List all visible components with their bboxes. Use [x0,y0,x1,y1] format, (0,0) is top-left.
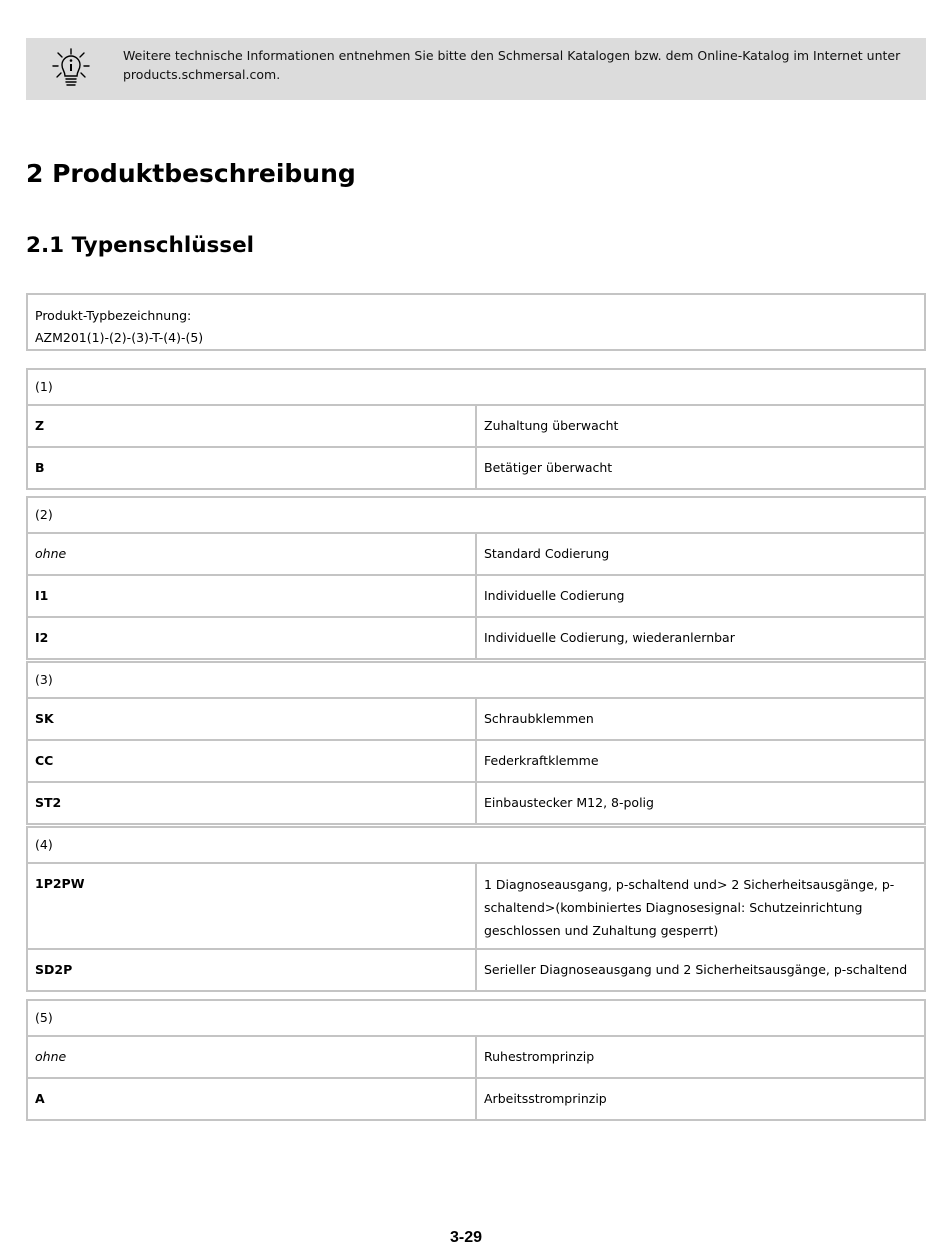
lightbulb-info-icon [52,48,90,88]
description-cell: Einbaustecker M12, 8-polig [476,782,925,824]
table-row [27,575,925,617]
description-cell: Schraubklemmen [476,698,925,740]
code-cell: ohne [27,1036,476,1078]
description-cell: Arbeitsstromprinzip [476,1078,925,1120]
description-cell: Betätiger überwacht [476,447,925,489]
table-row [27,533,925,575]
product-designation-label: Produkt-Typbezeichnung: [35,308,192,323]
table-row [27,782,925,824]
info-notice-text: Weitere technische Informationen entnehmen Sie bitte den Schmersal Katalogen bzw. dem Online-Katalog im Internet unter products.schmersal.com. [123,48,901,82]
chapter-title: 2 Produktbeschreibung [26,159,356,188]
code-cell: ohne [27,533,476,575]
table-row [27,698,925,740]
type-key-table-3 [26,661,926,825]
group-header: (4) [27,827,925,863]
description-cell: Serieller Diagnoseausgang und 2 Sicherheitsausgänge, p-schaltend [476,949,925,991]
table-row [27,447,925,489]
section-title: 2.1 Typenschlüssel [26,233,255,258]
description-cell: Ruhestromprinzip [476,1036,925,1078]
table-row [27,949,925,991]
code-cell: SD2P [27,949,476,991]
group-header: (2) [27,497,925,533]
table-row [27,863,925,949]
type-key-table-5 [26,999,926,1121]
code-cell: CC [27,740,476,782]
code-cell: I2 [27,617,476,659]
group-header: (3) [27,662,925,698]
product-designation-code: AZM201(1)-(2)-(3)-T-(4)-(5) [35,330,204,345]
page-number: 3-29 [449,1229,483,1246]
type-key-table-4 [26,826,926,992]
code-cell: ST2 [27,782,476,824]
description-cell: Federkraftklemme [476,740,925,782]
code-cell: I1 [27,575,476,617]
product-designation-cell [27,294,925,350]
code-cell: SK [27,698,476,740]
table-row [27,1036,925,1078]
code-cell: B [27,447,476,489]
group-header: (1) [27,369,925,405]
type-key-table-2 [26,496,926,660]
description-cell: Individuelle Codierung [476,575,925,617]
table-row [27,405,925,447]
group-header: (5) [27,1000,925,1036]
description-cell: 1 Diagnoseausgang, p-schaltend und> 2 Sicherheitsausgänge, p-schaltend>(kombiniertes Diagnosesignal: Schutzeinrichtung geschlossen und Zuhaltung gesperrt) [476,863,925,949]
code-cell: Z [27,405,476,447]
table-row [27,617,925,659]
table-row [27,740,925,782]
table-row [27,1078,925,1120]
description-cell: Standard Codierung [476,533,925,575]
code-cell: 1P2PW [27,863,476,949]
type-key-table-1 [26,368,926,490]
description-cell: Zuhaltung überwacht [476,405,925,447]
description-cell: Individuelle Codierung, wiederanlernbar [476,617,925,659]
code-cell: A [27,1078,476,1120]
product-designation-table [26,293,926,351]
